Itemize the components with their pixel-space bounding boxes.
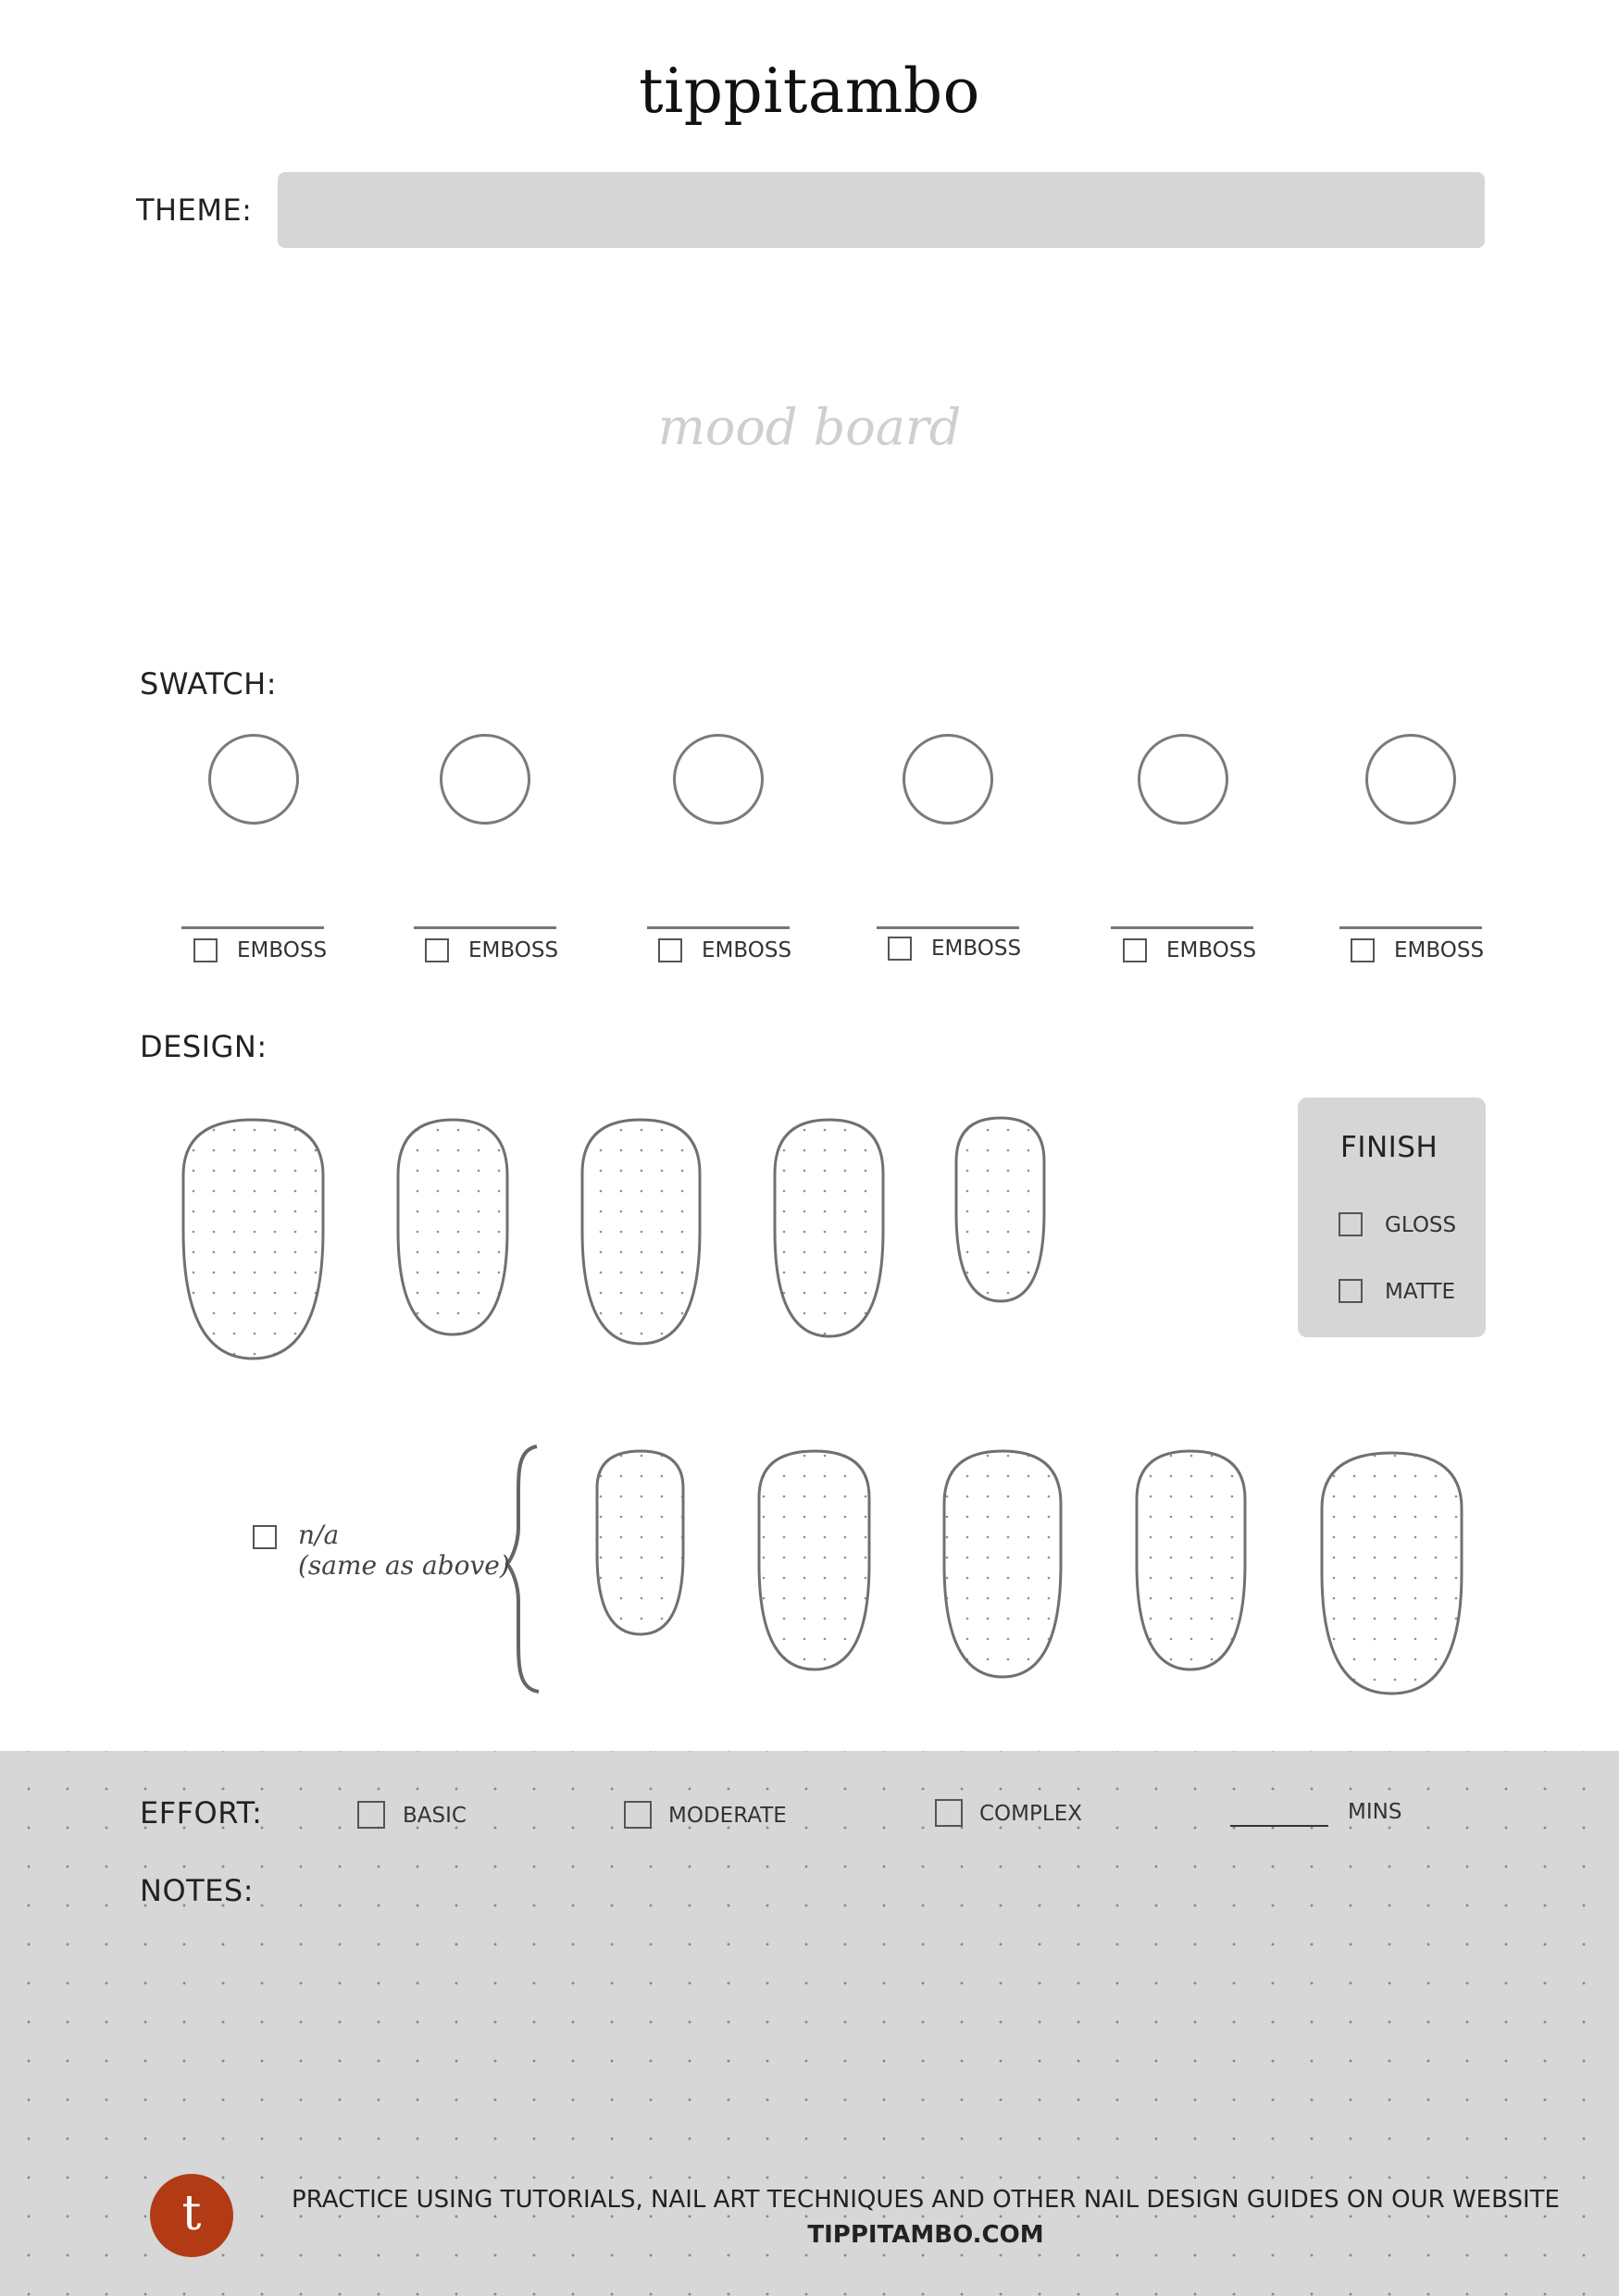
swatch-label: SWATCH: [140, 666, 277, 701]
gloss-label: GLOSS [1385, 1213, 1457, 1237]
emboss-label: EMBOSS [468, 938, 559, 962]
effort-moderate-checkbox[interactable] [624, 1801, 652, 1829]
footer-text: PRACTICE USING TUTORIALS, NAIL ART TECHNIQUES AND OTHER NAIL DESIGN GUIDES ON OUR WEBSITE [292, 2186, 1560, 2214]
nail-outline[interactable] [1322, 1453, 1462, 1694]
mins-label: MINS [1348, 1800, 1402, 1824]
footer-text-block [278, 2182, 1574, 2253]
nail-outline[interactable] [775, 1120, 883, 1336]
nail-outline[interactable] [759, 1451, 869, 1669]
emboss-label: EMBOSS [1166, 938, 1257, 962]
footer-url-link[interactable]: TIPPITAMBO.COM [807, 2221, 1044, 2249]
emboss-label: EMBOSS [1394, 938, 1485, 962]
na-text: n/a [298, 1520, 340, 1550]
nail-outline[interactable] [582, 1120, 700, 1344]
effort-basic-checkbox[interactable] [357, 1801, 385, 1829]
mood-board-placeholder: mood board [657, 398, 962, 456]
nail-outline[interactable] [944, 1451, 1061, 1677]
same-as-above-label [298, 1520, 510, 1581]
nail-outline[interactable] [1137, 1451, 1245, 1669]
theme-label: THEME: [136, 192, 253, 228]
effort-moderate-label: MODERATE [668, 1804, 787, 1828]
emboss-label: EMBOSS [931, 937, 1022, 961]
matte-label: MATTE [1385, 1280, 1456, 1304]
nail-outline[interactable] [956, 1118, 1044, 1301]
effort-complex-label: COMPLEX [979, 1802, 1082, 1826]
design-label: DESIGN: [140, 1029, 268, 1064]
same-as-above-checkbox[interactable] [253, 1525, 277, 1549]
effort-basic-label: BASIC [403, 1804, 467, 1828]
notes-label: NOTES: [140, 1873, 254, 1908]
effort-label: EFFORT: [140, 1795, 263, 1831]
matte-checkbox[interactable] [1339, 1279, 1363, 1303]
finish-title: FINISH [1340, 1131, 1438, 1164]
nail-outline[interactable] [398, 1120, 507, 1334]
gloss-checkbox[interactable] [1339, 1212, 1363, 1236]
mins-input-line[interactable] [1230, 1825, 1328, 1827]
footer-logo: t [150, 2174, 233, 2257]
curly-brace [507, 1446, 539, 1692]
brand-name: tippitambo [639, 56, 980, 127]
emboss-label: EMBOSS [702, 938, 792, 962]
same-as-above-text: (same as above) [298, 1550, 510, 1581]
nail-outline[interactable] [597, 1451, 683, 1634]
nail-outline[interactable] [183, 1120, 323, 1359]
effort-complex-checkbox[interactable] [935, 1799, 963, 1827]
emboss-label: EMBOSS [237, 938, 328, 962]
